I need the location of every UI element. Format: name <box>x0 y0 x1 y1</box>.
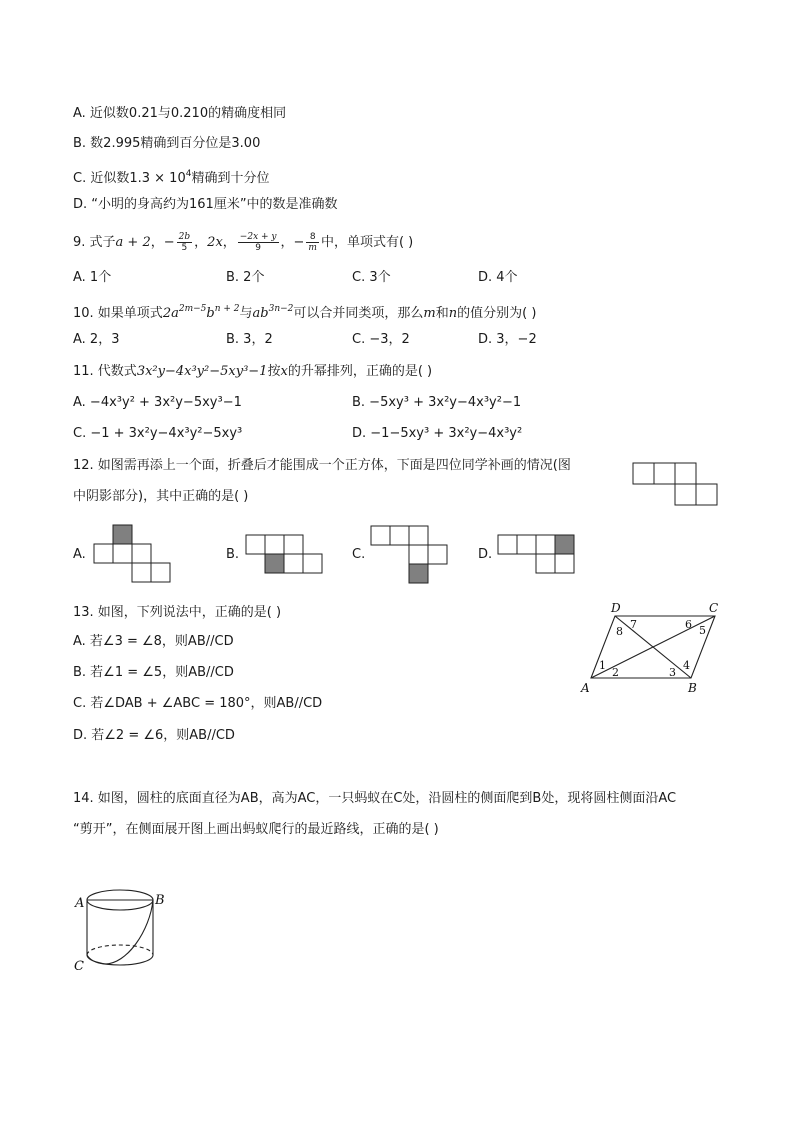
q10-and: 和 <box>435 306 449 321</box>
q10-option-a: A. 2，3 <box>73 332 120 347</box>
q13-option-a: A. 若∠3 = ∠8，则AB//CD <box>73 634 234 649</box>
q14-cylinder-figure <box>72 885 172 980</box>
q10-var-n: n <box>448 306 458 321</box>
q8-option-d: D. “小明的身高约为161厘米”中的数是准确数 <box>73 197 338 212</box>
q11-option-d: D. −1−5xy³ + 3x²y−4x³y² <box>352 426 523 441</box>
q12-label-a: A. <box>73 547 86 562</box>
q10-term1-base: 2a <box>162 306 179 321</box>
denominator: 9 <box>255 243 262 253</box>
angle-8-label: 8 <box>616 625 623 638</box>
q9-option-c: C. 3个 <box>352 270 391 285</box>
angle-5-label: 5 <box>699 624 706 637</box>
q12-net-c <box>370 525 450 585</box>
q8-option-a: A. 近似数0.21与0.210的精确度相同 <box>73 106 287 121</box>
angle-2-label: 2 <box>612 666 619 679</box>
q10-mid: 与 <box>239 306 253 321</box>
q12-net-b <box>245 534 325 576</box>
separator: ， <box>222 235 236 250</box>
point-c-label: C <box>74 959 84 974</box>
q9-suffix: 中，单项式有( ) <box>320 235 414 250</box>
q8-c-suffix: 精确到十分位 <box>191 171 270 186</box>
q9-prefix: 9. 式子 <box>73 235 116 250</box>
q9-option-a: A. 1个 <box>73 270 112 285</box>
q12-label-b: B. <box>226 547 240 562</box>
point-b-label: B <box>688 681 697 695</box>
q10-term2-exp: 3n−2 <box>268 304 294 314</box>
separator: ， <box>194 235 208 250</box>
angle-4-label: 4 <box>683 659 690 672</box>
point-c-label: C <box>709 601 719 615</box>
numerator: 2b <box>178 232 191 242</box>
q9-term-1: a + 2 <box>115 235 151 250</box>
q13-stem: 13. 如图，下列说法中，正确的是( ) <box>73 605 282 620</box>
minus-sign: − <box>293 235 305 250</box>
denominator: m <box>308 243 317 253</box>
separator: ， <box>150 235 164 250</box>
q9-option-b: B. 2个 <box>226 270 265 285</box>
q12-label-c: C. <box>352 547 366 562</box>
q8-c-exponent: 4 <box>185 169 192 179</box>
q9-option-d: D. 4个 <box>478 270 518 285</box>
numerator: 8 <box>306 232 319 243</box>
q12-label-d: D. <box>478 547 493 562</box>
q11-option-a: A. −4x³y² + 3x²y−5xy³−1 <box>73 395 242 410</box>
q10-option-c: C. −3，2 <box>352 332 410 347</box>
q8-option-c <box>73 166 269 187</box>
q10-suffix: 的值分别为( ) <box>457 306 537 321</box>
q14-stem-line1: 14. 如图，圆柱的底面直径为AB，高为AC，一只蚂蚁在C处，沿圆柱的侧面爬到B处，现将圆柱侧面沿AC <box>73 791 677 806</box>
q10-prefix: 10. 如果单项式 <box>73 306 163 321</box>
q14-stem-line2: “剪开”，在侧面展开图上画出蚂蚁爬行的最近路线，正确的是( ) <box>73 822 439 837</box>
q10-term2-base: ab <box>252 306 269 321</box>
q9-term-3: 2x <box>207 235 223 250</box>
q13-option-b: B. 若∠1 = ∠5，则AB//CD <box>73 665 234 680</box>
q13-parallelogram-figure <box>578 598 728 698</box>
q11-stem <box>73 364 432 380</box>
q10-stem <box>73 301 536 322</box>
q9-fraction-3 <box>306 232 319 253</box>
q8-c-text: C. 近似数1.3 × 10 <box>73 171 186 186</box>
q12-stem-line2: 中阴影部分)，其中正确的是( ) <box>73 489 249 504</box>
separator: ， <box>280 235 294 250</box>
point-d-label: D <box>611 601 621 615</box>
denominator: 5 <box>181 243 188 253</box>
q10-option-d: D. 3，−2 <box>478 332 537 347</box>
q8-option-b: B. 数2.995精确到百分位是3.00 <box>73 136 261 151</box>
q11-option-b: B. −5xy³ + 3x²y−4x³y²−1 <box>352 395 522 410</box>
point-b-label: B <box>155 893 165 908</box>
q12-net-a <box>93 524 173 584</box>
q13-option-c: C. 若∠DAB + ∠ABC = 180°，则AB//CD <box>73 696 323 711</box>
q12-reference-net <box>632 462 722 508</box>
q10-mid2: 可以合并同类项，那么 <box>293 306 424 321</box>
q10-option-b: B. 3，2 <box>226 332 273 347</box>
q11-var-x: x <box>280 364 288 379</box>
q9-stem <box>73 226 413 260</box>
q11-suffix: 的升幂排列，正确的是( ) <box>287 364 433 379</box>
q10-term1-b: b <box>206 306 215 321</box>
point-a-label: A <box>75 896 85 911</box>
angle-3-label: 3 <box>669 666 676 679</box>
angle-7-label: 7 <box>630 618 637 631</box>
q10-term1-exp1: 2m−5 <box>178 304 207 314</box>
q11-mid: 按 <box>267 364 281 379</box>
angle-1-label: 1 <box>599 659 606 672</box>
q13-option-d: D. 若∠2 = ∠6，则AB//CD <box>73 728 235 743</box>
q11-option-c: C. −1 + 3x²y−4x³y²−5xy³ <box>73 426 243 441</box>
q11-prefix: 11. 代数式 <box>73 364 137 379</box>
point-a-label: A <box>581 681 590 695</box>
numerator: −2x + y <box>239 232 277 242</box>
q10-term1-exp2: n + 2 <box>214 304 240 314</box>
q9-fraction-1 <box>177 232 193 253</box>
q12-net-d <box>497 534 577 576</box>
q10-var-m: m <box>423 306 436 321</box>
minus-sign: − <box>163 235 175 250</box>
angle-6-label: 6 <box>685 618 692 631</box>
q12-stem-line1: 12. 如图需再添上一个面，折叠后才能围成一个正方体，下面是四位同学补画的情况(图 <box>73 458 571 473</box>
q11-expression: 3x²y−4x³y²−5xy³−1 <box>136 364 268 379</box>
q9-fraction-2 <box>238 232 279 253</box>
